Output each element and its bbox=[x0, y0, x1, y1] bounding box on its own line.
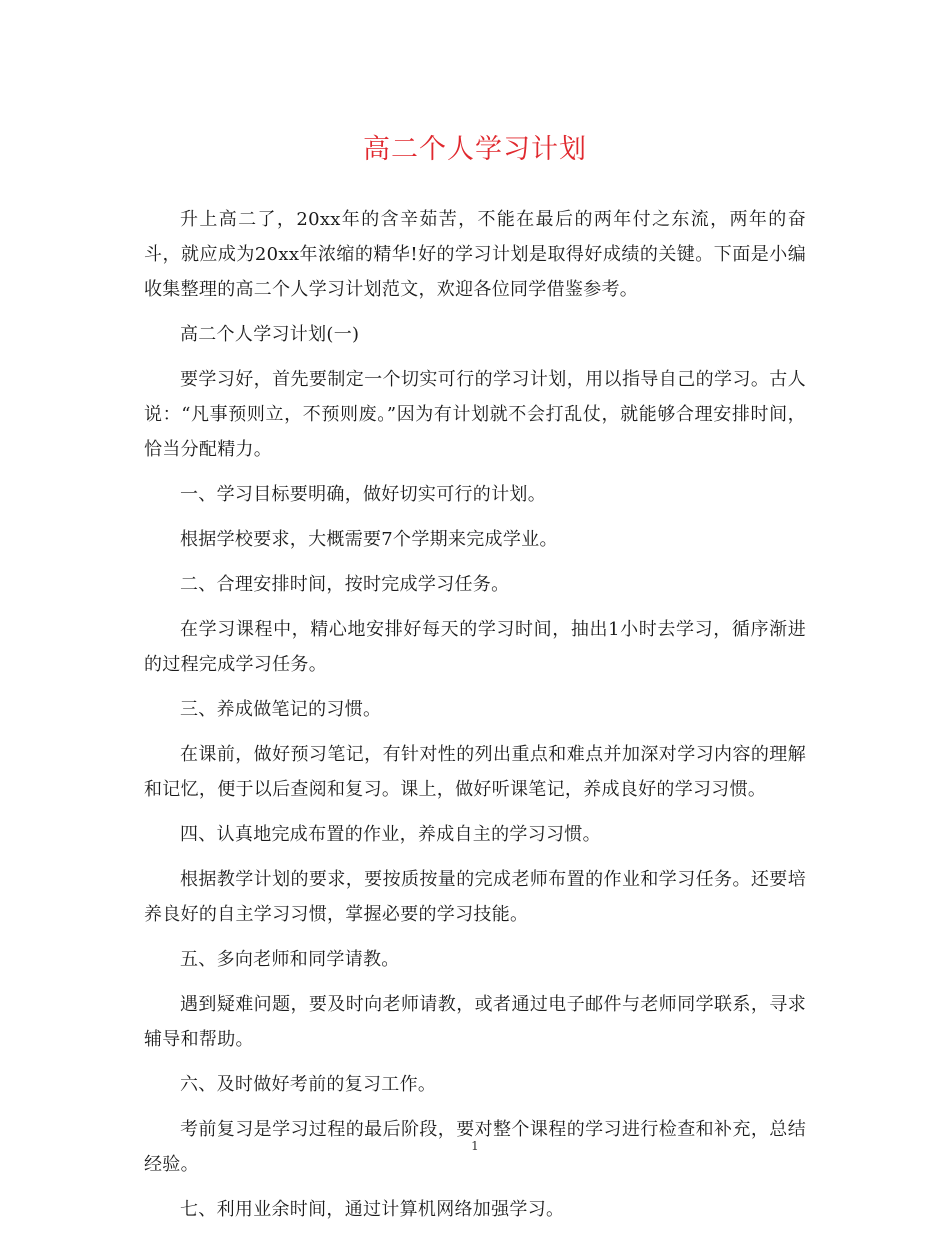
paragraph: 遇到疑难问题，要及时向老师请教，或者通过电子邮件与老师同学联系，寻求辅导和帮助。 bbox=[144, 994, 806, 1050]
paragraph: 在学习课程中，精心地安排好每天的学习时间，抽出1小时去学习，循序渐进的过程完成学习任务。 bbox=[144, 619, 806, 675]
list-heading-4: 四、认真地完成布置的作业，养成自主的学习习惯。 bbox=[180, 824, 601, 845]
paragraph: 要学习好，首先要制定一个切实可行的学习计划，用以指导自己的学习。古人说：“凡事预则立，不预则废。”因为有计划就不会打乱仗，就能够合理安排时间，恰当分配精力。 bbox=[144, 369, 806, 460]
paragraph: 根据教学计划的要求，要按质按量的完成老师布置的作业和学习任务。还要培养良好的自主学习习惯，掌握必要的学习技能。 bbox=[144, 869, 806, 925]
list-heading-2: 二、合理安排时间，按时完成学习任务。 bbox=[180, 574, 510, 595]
section-heading-plan-one: 高二个人学习计划(一) bbox=[180, 324, 360, 345]
list-heading-3: 三、养成做笔记的习惯。 bbox=[180, 699, 382, 720]
paragraph: 在课前，做好预习笔记，有针对性的列出重点和难点并加深对学习内容的理解和记忆，便于以后查阅和复习。课上，做好听课笔记，养成良好的学习习惯。 bbox=[144, 744, 806, 800]
paragraph: 根据学校要求，大概需要7个学期来完成学业。 bbox=[180, 529, 558, 550]
list-heading-7: 七、利用业余时间，通过计算机网络加强学习。 bbox=[180, 1199, 565, 1220]
page-number: 1 bbox=[471, 1139, 479, 1153]
paragraph: 考前复习是学习过程的最后阶段，要对整个课程的学习进行检查和补充，总结经验。 bbox=[144, 1119, 806, 1175]
document-body bbox=[144, 202, 806, 1237]
document-title: 高二个人学习计划 bbox=[363, 134, 587, 165]
list-heading-6: 六、及时做好考前的复习工作。 bbox=[180, 1074, 437, 1095]
paragraph-intro: 升上高二了，20xx年的含辛茹苦，不能在最后的两年付之东流，两年的奋斗，就应成为20xx年浓缩的精华!好的学习计划是取得好成绩的关键。下面是小编收集整理的高二个人学习计划范文，欢迎各位同学借鉴参考。 bbox=[144, 209, 806, 300]
list-heading-5: 五、多向老师和同学请教。 bbox=[180, 949, 400, 970]
list-heading-1: 一、学习目标要明确，做好切实可行的计划。 bbox=[180, 484, 546, 505]
